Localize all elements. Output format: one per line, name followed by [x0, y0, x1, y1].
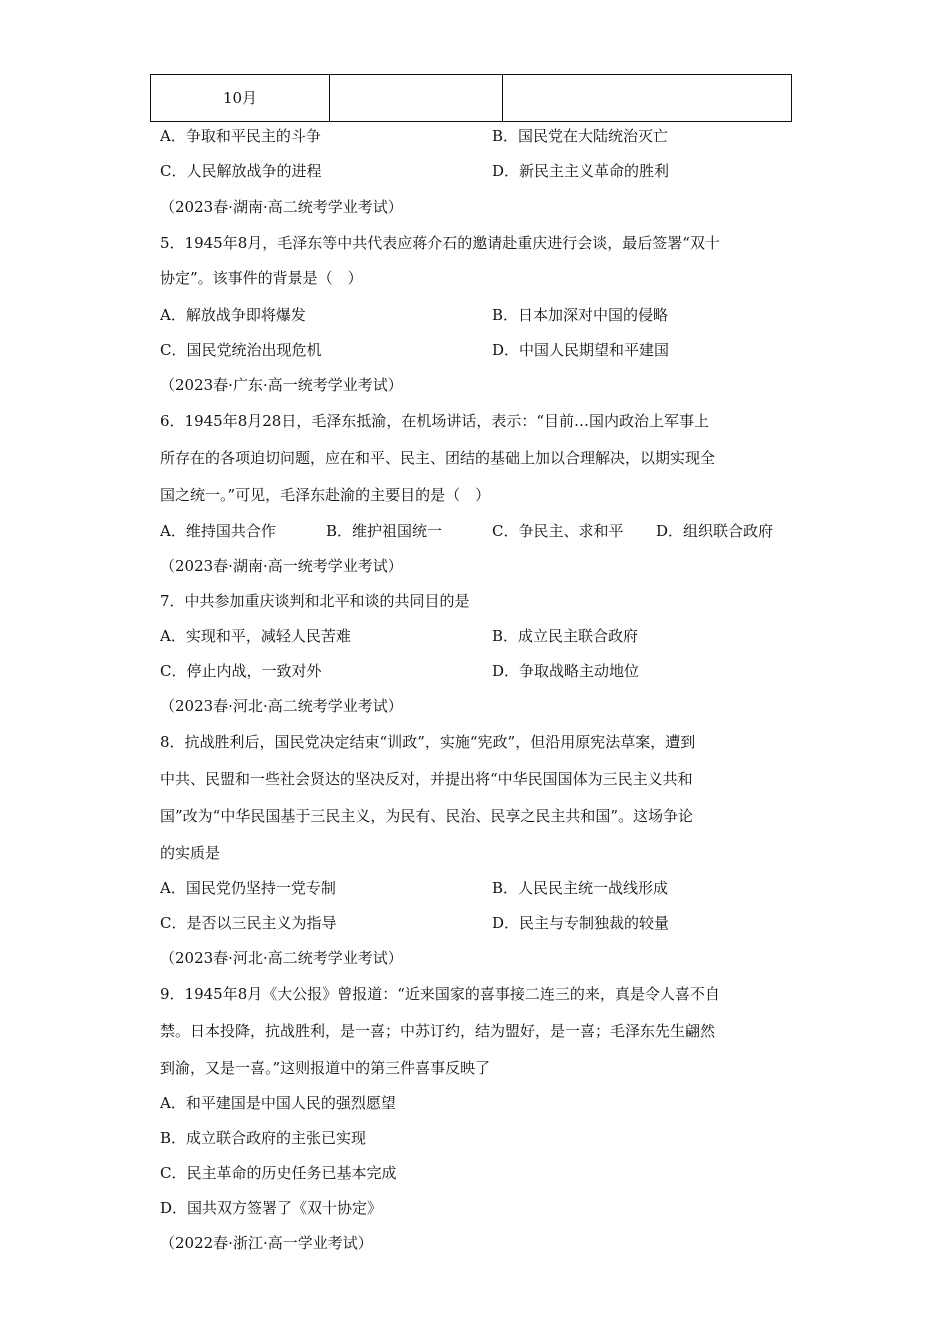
- q7-option-b: B．成立民主联合政府: [492, 627, 639, 645]
- q6-stem-line: 6．1945年8月28日，毛泽东抵渝，在机场讲话，表示：“目前…国内政治上军事上: [160, 412, 710, 430]
- q5-source: （2023春·湖南·高二统考学业考试）: [160, 198, 403, 216]
- table-row: [151, 75, 792, 122]
- q8-stem-line: 中共、民盟和一些社会贤达的坚决反对，并提出将“中华民国国体为三民主义共和: [160, 770, 693, 788]
- q5-option-d: D．中国人民期望和平建国: [492, 341, 670, 359]
- q6-option-a: A．维持国共合作: [160, 522, 276, 540]
- footer-source: （2022春·浙江·高一学业考试）: [160, 1234, 373, 1252]
- q7-option-d: D．争取战略主动地位: [492, 662, 640, 680]
- q9-source: （2023春·河北·高二统考学业考试）: [160, 949, 403, 967]
- q4-option-a: A．争取和平民主的斗争: [160, 127, 321, 145]
- q6-options-row: [160, 521, 800, 541]
- q5-option-a: A．解放战争即将爆发: [160, 306, 306, 324]
- q7-source: （2023春·湖南·高一统考学业考试）: [160, 557, 403, 575]
- q8-source: （2023春·河北·高二统考学业考试）: [160, 697, 403, 715]
- q6-stem-line: 国之统一。”可见，毛泽东赴渝的主要目的是（ ）: [160, 486, 491, 504]
- table-cell-empty: [330, 75, 503, 122]
- q8-option-b: B．人民民主统一战线形成: [492, 879, 669, 897]
- q9-option-b: B．成立联合政府的主张已实现: [160, 1129, 367, 1147]
- q9-stem-line: 9．1945年8月《大公报》曾报道：“近来国家的喜事接二连三的来，真是令人喜不自: [160, 985, 720, 1003]
- q4-option-d: D．新民主主义革命的胜利: [492, 162, 670, 180]
- q5-option-c: C．国民党统治出现危机: [160, 341, 322, 359]
- timeline-table: [150, 74, 792, 122]
- q5-stem-line: 5．1945年8月，毛泽东等中共代表应蒋介石的邀请赴重庆进行会谈，最后签署“双十: [160, 234, 720, 252]
- q7-option-c: C．停止内战，一致对外: [160, 662, 322, 680]
- table-cell-month: 10月: [151, 75, 330, 122]
- q6-stem-line: 所存在的各项迫切问题，应在和平、民主、团结的基础上加以合理解决，以期实现全: [160, 449, 716, 467]
- q8-option-a: A．国民党仍坚持一党专制: [160, 879, 336, 897]
- q5-stem-line: 协定”。该事件的背景是（ ）: [160, 269, 363, 287]
- q9-option-d: D．国共双方签署了《双十协定》: [160, 1199, 383, 1217]
- q7-option-a: A．实现和平，减轻人民苦难: [160, 627, 351, 645]
- q8-stem-line: 国”改为“中华民国基于三民主义，为民有、民治、民享之民主共和国”。这场争论: [160, 807, 694, 825]
- q9-stem-line: 禁。日本投降，抗战胜利，是一喜；中苏订约，结为盟好，是一喜；毛泽东先生翩然: [160, 1022, 716, 1040]
- q4-option-b: B．国民党在大陆统治灭亡: [492, 127, 669, 145]
- q8-stem-line: 8．抗战胜利后，国民党决定结束“训政”，实施“宪政”，但沿用原宪法草案，遭到: [160, 733, 696, 751]
- q7-stem-line: 7．中共参加重庆谈判和北平和谈的共同目的是: [160, 592, 470, 610]
- q8-stem-line: 的实质是: [160, 844, 221, 862]
- q9-stem-line: 到渝，又是一喜。”这则报道中的第三件喜事反映了: [160, 1059, 491, 1077]
- q6-option-d: D．组织联合政府: [656, 522, 774, 540]
- q9-option-c: C．民主革命的历史任务已基本完成: [160, 1164, 397, 1182]
- q9-option-a: A．和平建国是中国人民的强烈愿望: [160, 1094, 396, 1112]
- q6-source: （2023春·广东·高一统考学业考试）: [160, 376, 403, 394]
- q6-option-c: C．争民主、求和平: [492, 522, 624, 540]
- table-cell-empty: [503, 75, 792, 122]
- q5-option-b: B．日本加深对中国的侵略: [492, 306, 669, 324]
- q6-option-b: B．维护祖国统一: [326, 522, 443, 540]
- q4-option-c: C．人民解放战争的进程: [160, 162, 322, 180]
- q8-option-d: D．民主与专制独裁的较量: [492, 914, 670, 932]
- q8-option-c: C．是否以三民主义为指导: [160, 914, 337, 932]
